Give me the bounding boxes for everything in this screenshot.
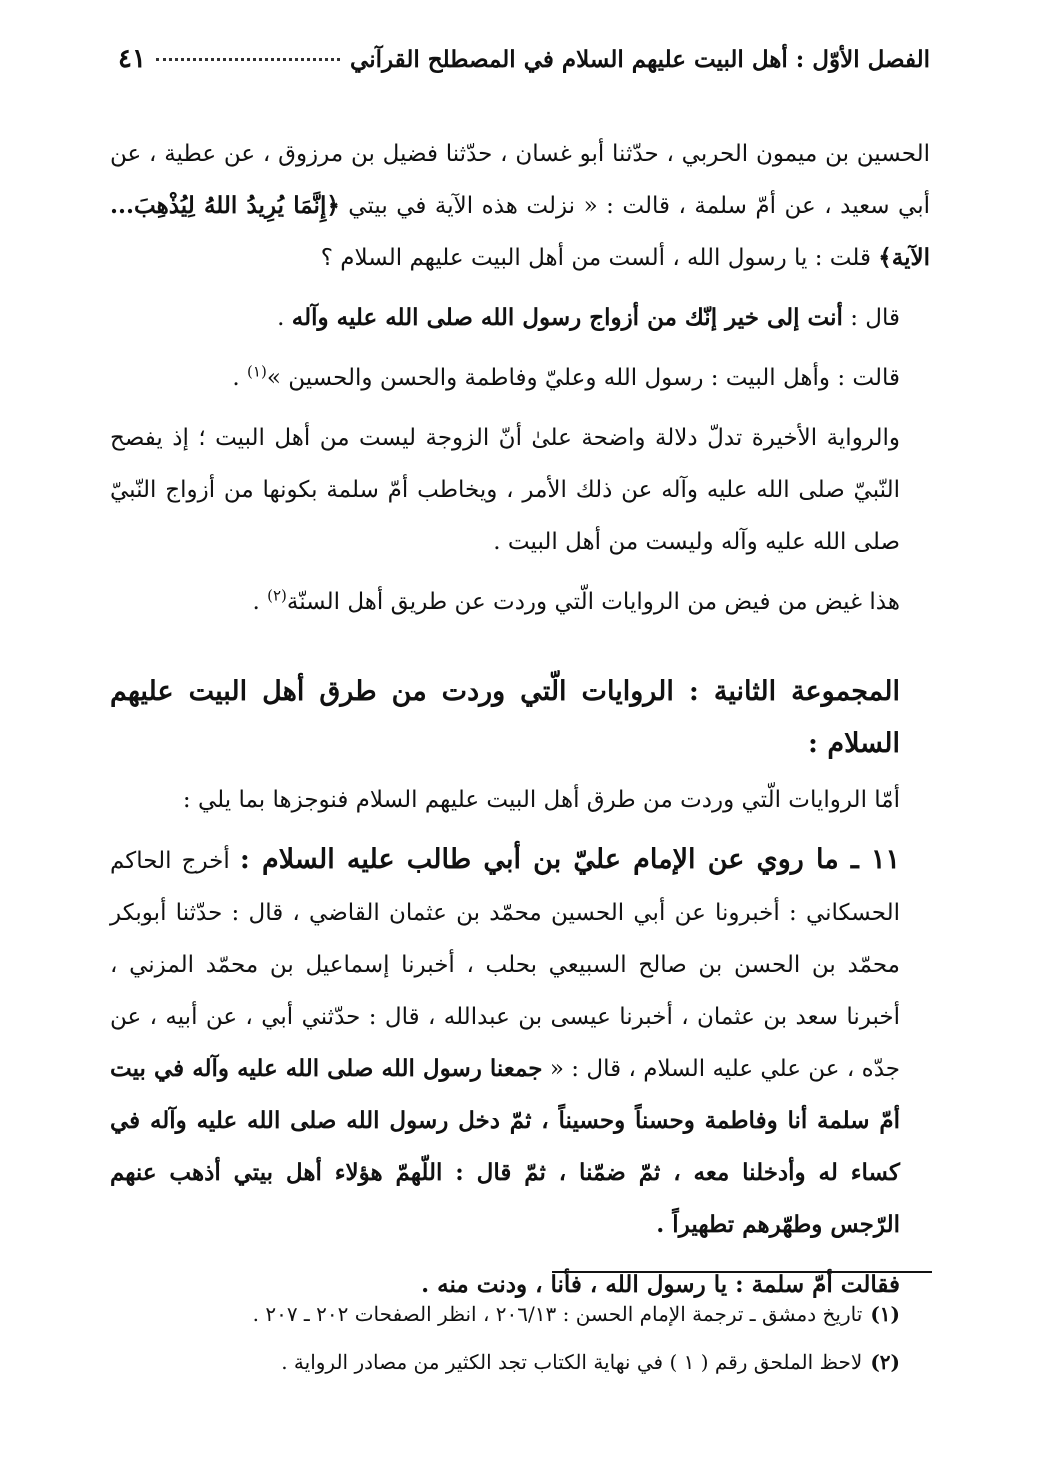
quran-quote: ﴿إِنَّمَا يُرِيدُ اللهُ لِيُذْهِبَ... الآية﴾ [110, 192, 930, 271]
paragraph-3 [110, 352, 930, 404]
page-number: ٤١ [118, 44, 146, 74]
p5-text-a: هذا غيض من فيض من الروايات الّتي وردت عن طريق أهل السنّة [286, 589, 900, 615]
footnote-ref-1: (١) [247, 362, 267, 381]
p2-text-a: قال : [842, 305, 900, 331]
p2-quote: أنت إلى خير إنّك من أزواج رسول الله صلى الله عليه وآله [291, 304, 843, 331]
p3-text-a: قالت : وأهل البيت : رسول الله وعليّ وفاطمة والحسن والحسين » [266, 365, 900, 391]
footnote-text: تاريخ دمشق ـ ترجمة الإمام الحسن : ٢٠٦/١٣ ، انظر الصفحات ٢٠٢ ـ ٢٠٧ . [252, 1302, 863, 1326]
p3-text-c: . [232, 365, 248, 391]
footnote-number: (٢) [870, 1350, 900, 1374]
p1-text-c: قلت : يا رسول الله ، ألست من أهل البيت عليهم السلام ؟ [320, 245, 879, 271]
footnote-text: لاحظ الملحق رقم ( ١ ) في نهاية الكتاب تجد الكثير من مصادر الرواية . [281, 1350, 863, 1374]
section-heading: المجموعة الثانية : الروايات الّتي وردت من طرق أهل البيت عليهم السلام : [110, 676, 900, 759]
p1-text-a: الحسين بن ميمون الحربي ، حدّثنا أبو غسان ، حدّثنا فضيل بن مرزوق ، عن عطية ، عن أبي سعيد ، عن أمّ سلمة ، قالت : « نزلت هذه الآية في بيتي [110, 141, 930, 219]
paragraph-2 [110, 292, 930, 344]
chapter-title: الفصل الأوّل : أهل البيت عليهم السلام في المصطلح القرآني [350, 46, 930, 73]
footnote-rule [552, 1271, 932, 1273]
footnote-ref-2: (٢) [267, 586, 287, 605]
p7-text-a: أخرج الحاكم الحسكاني : أخبرونا عن أبي الحسين محمّد بن عثمان القاضي ، قال : حدّثنا أبوبكر محمّد بن الحسن بن صالح السبيعي بحلب ، أخبرنا إسماعيل بن محمّد المزني ، أخبرنا سعد بن عثمان ، أخبرنا عيسى بن عبدالله ، قال : حدّثني أبي ، عن أبيه ، عن جدّه ، عن علي عليه السلام ، قال : « [110, 848, 900, 1082]
footnote-number: (١) [870, 1302, 900, 1326]
footnotes [118, 1290, 930, 1386]
paragraph-6: أمّا الروايات الّتي وردت من طرق أهل البيت عليهم السلام فنوجزها بما يلي : [182, 787, 900, 813]
paragraph-5 [110, 576, 930, 628]
footnote-2 [118, 1338, 930, 1386]
numbered-title: ١١ ـ ما روي عن الإمام عليّ بن أبي طالب عليه السلام : [239, 844, 900, 875]
running-header [118, 44, 930, 84]
p7-hadith: جمعنا رسول الله صلى الله عليه وآله في بيت أمّ سلمة أنا وفاطمة وحسناً وحسيناً ، ثمّ دخل رسول الله صلى الله عليه وآله في كساء له وأدخلنا معه ، ثمّ ضمّنا ، ثمّ قال : اللّهمّ هؤلاء أهل بيتي أذهب عنهم الرّجس وطهّرهم تطهيراً . [110, 1055, 900, 1238]
main-text [110, 128, 930, 1311]
leader-dots [156, 58, 340, 61]
paragraph-4: والرواية الأخيرة تدلّ دلالة واضحة علىٰ أنّ الزوجة ليست من أهل البيت ؛ إذ يفصح النّبيّ صلى الله عليه وآله عن ذلك الأمر ، ويخاطب أمّ سلمة بكونها من أزواج النّبيّ صلى الله عليه وآله وليست من أهل البيت . [110, 425, 900, 555]
paragraph-7 [110, 834, 930, 1251]
paragraph-8: فقالت أمّ سلمة : يا رسول الله ، فأنا ، ودنت منه . [421, 1271, 900, 1298]
paragraph-1 [110, 128, 930, 284]
p2-text-c: . [277, 305, 292, 331]
footnote-1 [118, 1290, 930, 1338]
p5-text-c: . [252, 589, 268, 615]
